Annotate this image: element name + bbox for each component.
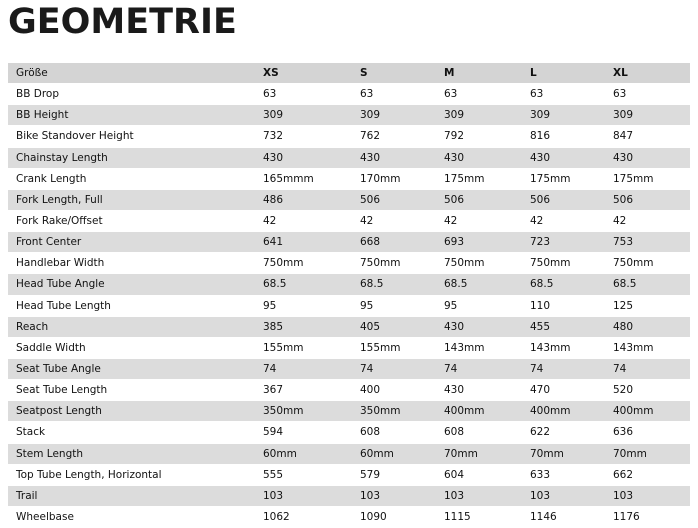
value-cell-xs: 95 (255, 295, 352, 316)
table-row (8, 168, 690, 189)
table-row (8, 506, 690, 527)
value-cell-s: 350mm (352, 401, 436, 422)
value-cell-l: 110 (522, 295, 605, 316)
row-label: Crank Length (8, 168, 255, 189)
value-cell-l: 143mm (522, 337, 605, 358)
table-row (8, 443, 690, 464)
value-cell-xs: 42 (255, 210, 352, 231)
header-cell-size-xl: XL (605, 63, 690, 84)
value-cell-s: 1090 (352, 506, 436, 527)
value-cell-xs: 641 (255, 232, 352, 253)
value-cell-xl: 847 (605, 126, 690, 147)
value-cell-s: 74 (352, 358, 436, 379)
row-label: Head Tube Length (8, 295, 255, 316)
value-cell-s: 309 (352, 105, 436, 126)
value-cell-m: 309 (436, 105, 522, 126)
row-label: Stem Length (8, 443, 255, 464)
value-cell-xs: 155mm (255, 337, 352, 358)
value-cell-xs: 594 (255, 422, 352, 443)
table-row (8, 84, 690, 105)
value-cell-m: 792 (436, 126, 522, 147)
row-label: Top Tube Length, Horizontal (8, 464, 255, 485)
table-row (8, 464, 690, 485)
value-cell-l: 622 (522, 422, 605, 443)
value-cell-xs: 68.5 (255, 274, 352, 295)
value-cell-m: 70mm (436, 443, 522, 464)
value-cell-l: 68.5 (522, 274, 605, 295)
value-cell-xl: 70mm (605, 443, 690, 464)
value-cell-l: 63 (522, 84, 605, 105)
value-cell-xl: 520 (605, 380, 690, 401)
value-cell-s: 60mm (352, 443, 436, 464)
value-cell-l: 175mm (522, 168, 605, 189)
header-cell-size-xs: XS (255, 63, 352, 84)
value-cell-m: 103 (436, 485, 522, 506)
row-label: Head Tube Angle (8, 274, 255, 295)
value-cell-xl: 636 (605, 422, 690, 443)
table-row (8, 189, 690, 210)
value-cell-l: 70mm (522, 443, 605, 464)
value-cell-xs: 430 (255, 147, 352, 168)
value-cell-m: 95 (436, 295, 522, 316)
table-row (8, 422, 690, 443)
value-cell-xl: 753 (605, 232, 690, 253)
row-label: Seat Tube Angle (8, 358, 255, 379)
value-cell-l: 470 (522, 380, 605, 401)
value-cell-xs: 60mm (255, 443, 352, 464)
value-cell-s: 155mm (352, 337, 436, 358)
table-row (8, 295, 690, 316)
row-label: Saddle Width (8, 337, 255, 358)
row-label: Wheelbase (8, 506, 255, 527)
value-cell-m: 430 (436, 147, 522, 168)
header-cell-size-s: S (352, 63, 436, 84)
value-cell-s: 430 (352, 147, 436, 168)
table-row (8, 210, 690, 231)
value-cell-xl: 662 (605, 464, 690, 485)
value-cell-s: 579 (352, 464, 436, 485)
value-cell-xs: 165mmm (255, 168, 352, 189)
value-cell-l: 506 (522, 189, 605, 210)
value-cell-m: 693 (436, 232, 522, 253)
table-row (8, 253, 690, 274)
value-cell-s: 750mm (352, 253, 436, 274)
value-cell-l: 430 (522, 147, 605, 168)
value-cell-m: 68.5 (436, 274, 522, 295)
table-row (8, 380, 690, 401)
value-cell-xs: 309 (255, 105, 352, 126)
value-cell-l: 633 (522, 464, 605, 485)
value-cell-m: 143mm (436, 337, 522, 358)
value-cell-m: 63 (436, 84, 522, 105)
value-cell-xs: 74 (255, 358, 352, 379)
value-cell-l: 42 (522, 210, 605, 231)
row-label: Stack (8, 422, 255, 443)
header-cell-size-m: M (436, 63, 522, 84)
value-cell-s: 608 (352, 422, 436, 443)
value-cell-s: 668 (352, 232, 436, 253)
value-cell-xs: 63 (255, 84, 352, 105)
value-cell-xl: 42 (605, 210, 690, 231)
value-cell-m: 175mm (436, 168, 522, 189)
value-cell-xl: 750mm (605, 253, 690, 274)
value-cell-l: 74 (522, 358, 605, 379)
value-cell-l: 455 (522, 316, 605, 337)
value-cell-xs: 367 (255, 380, 352, 401)
row-label: Front Center (8, 232, 255, 253)
value-cell-xs: 555 (255, 464, 352, 485)
value-cell-xl: 74 (605, 358, 690, 379)
row-label: Chainstay Length (8, 147, 255, 168)
value-cell-s: 42 (352, 210, 436, 231)
table-row (8, 105, 690, 126)
value-cell-m: 42 (436, 210, 522, 231)
value-cell-s: 95 (352, 295, 436, 316)
row-label: Seatpost Length (8, 401, 255, 422)
value-cell-m: 608 (436, 422, 522, 443)
value-cell-xl: 103 (605, 485, 690, 506)
geometry-table-body (8, 63, 690, 528)
value-cell-s: 400 (352, 380, 436, 401)
row-label: Seat Tube Length (8, 380, 255, 401)
value-cell-s: 405 (352, 316, 436, 337)
value-cell-xl: 1176 (605, 506, 690, 527)
value-cell-xl: 430 (605, 147, 690, 168)
value-cell-l: 400mm (522, 401, 605, 422)
value-cell-s: 103 (352, 485, 436, 506)
table-row (8, 147, 690, 168)
table-row (8, 401, 690, 422)
value-cell-m: 430 (436, 380, 522, 401)
value-cell-l: 309 (522, 105, 605, 126)
value-cell-m: 506 (436, 189, 522, 210)
value-cell-xl: 506 (605, 189, 690, 210)
value-cell-xs: 732 (255, 126, 352, 147)
row-label: BB Drop (8, 84, 255, 105)
row-label: Fork Length, Full (8, 189, 255, 210)
geometry-table (8, 63, 690, 528)
value-cell-xl: 400mm (605, 401, 690, 422)
value-cell-l: 1146 (522, 506, 605, 527)
value-cell-xs: 350mm (255, 401, 352, 422)
table-row (8, 126, 690, 147)
page-title: GEOMETRIE (8, 2, 237, 42)
table-row (8, 358, 690, 379)
value-cell-xl: 309 (605, 105, 690, 126)
table-header-row (8, 63, 690, 84)
table-row (8, 316, 690, 337)
table-row (8, 232, 690, 253)
value-cell-m: 400mm (436, 401, 522, 422)
value-cell-m: 430 (436, 316, 522, 337)
row-label: Handlebar Width (8, 253, 255, 274)
header-cell-size-l: L (522, 63, 605, 84)
value-cell-xl: 143mm (605, 337, 690, 358)
value-cell-l: 103 (522, 485, 605, 506)
value-cell-s: 506 (352, 189, 436, 210)
table-row (8, 337, 690, 358)
value-cell-m: 750mm (436, 253, 522, 274)
value-cell-xl: 175mm (605, 168, 690, 189)
table-row (8, 274, 690, 295)
value-cell-xs: 486 (255, 189, 352, 210)
value-cell-xs: 103 (255, 485, 352, 506)
value-cell-l: 723 (522, 232, 605, 253)
row-label: Bike Standover Height (8, 126, 255, 147)
value-cell-xl: 125 (605, 295, 690, 316)
table-row (8, 485, 690, 506)
value-cell-l: 816 (522, 126, 605, 147)
value-cell-m: 604 (436, 464, 522, 485)
value-cell-s: 762 (352, 126, 436, 147)
value-cell-xs: 750mm (255, 253, 352, 274)
value-cell-s: 68.5 (352, 274, 436, 295)
value-cell-xl: 68.5 (605, 274, 690, 295)
row-label: BB Height (8, 105, 255, 126)
value-cell-xl: 63 (605, 84, 690, 105)
row-label: Fork Rake/Offset (8, 210, 255, 231)
value-cell-m: 1115 (436, 506, 522, 527)
value-cell-m: 74 (436, 358, 522, 379)
value-cell-xs: 1062 (255, 506, 352, 527)
row-label: Reach (8, 316, 255, 337)
header-cell-size-label: Größe (8, 63, 255, 84)
value-cell-xl: 480 (605, 316, 690, 337)
row-label: Trail (8, 485, 255, 506)
value-cell-s: 63 (352, 84, 436, 105)
value-cell-s: 170mm (352, 168, 436, 189)
value-cell-xs: 385 (255, 316, 352, 337)
value-cell-l: 750mm (522, 253, 605, 274)
